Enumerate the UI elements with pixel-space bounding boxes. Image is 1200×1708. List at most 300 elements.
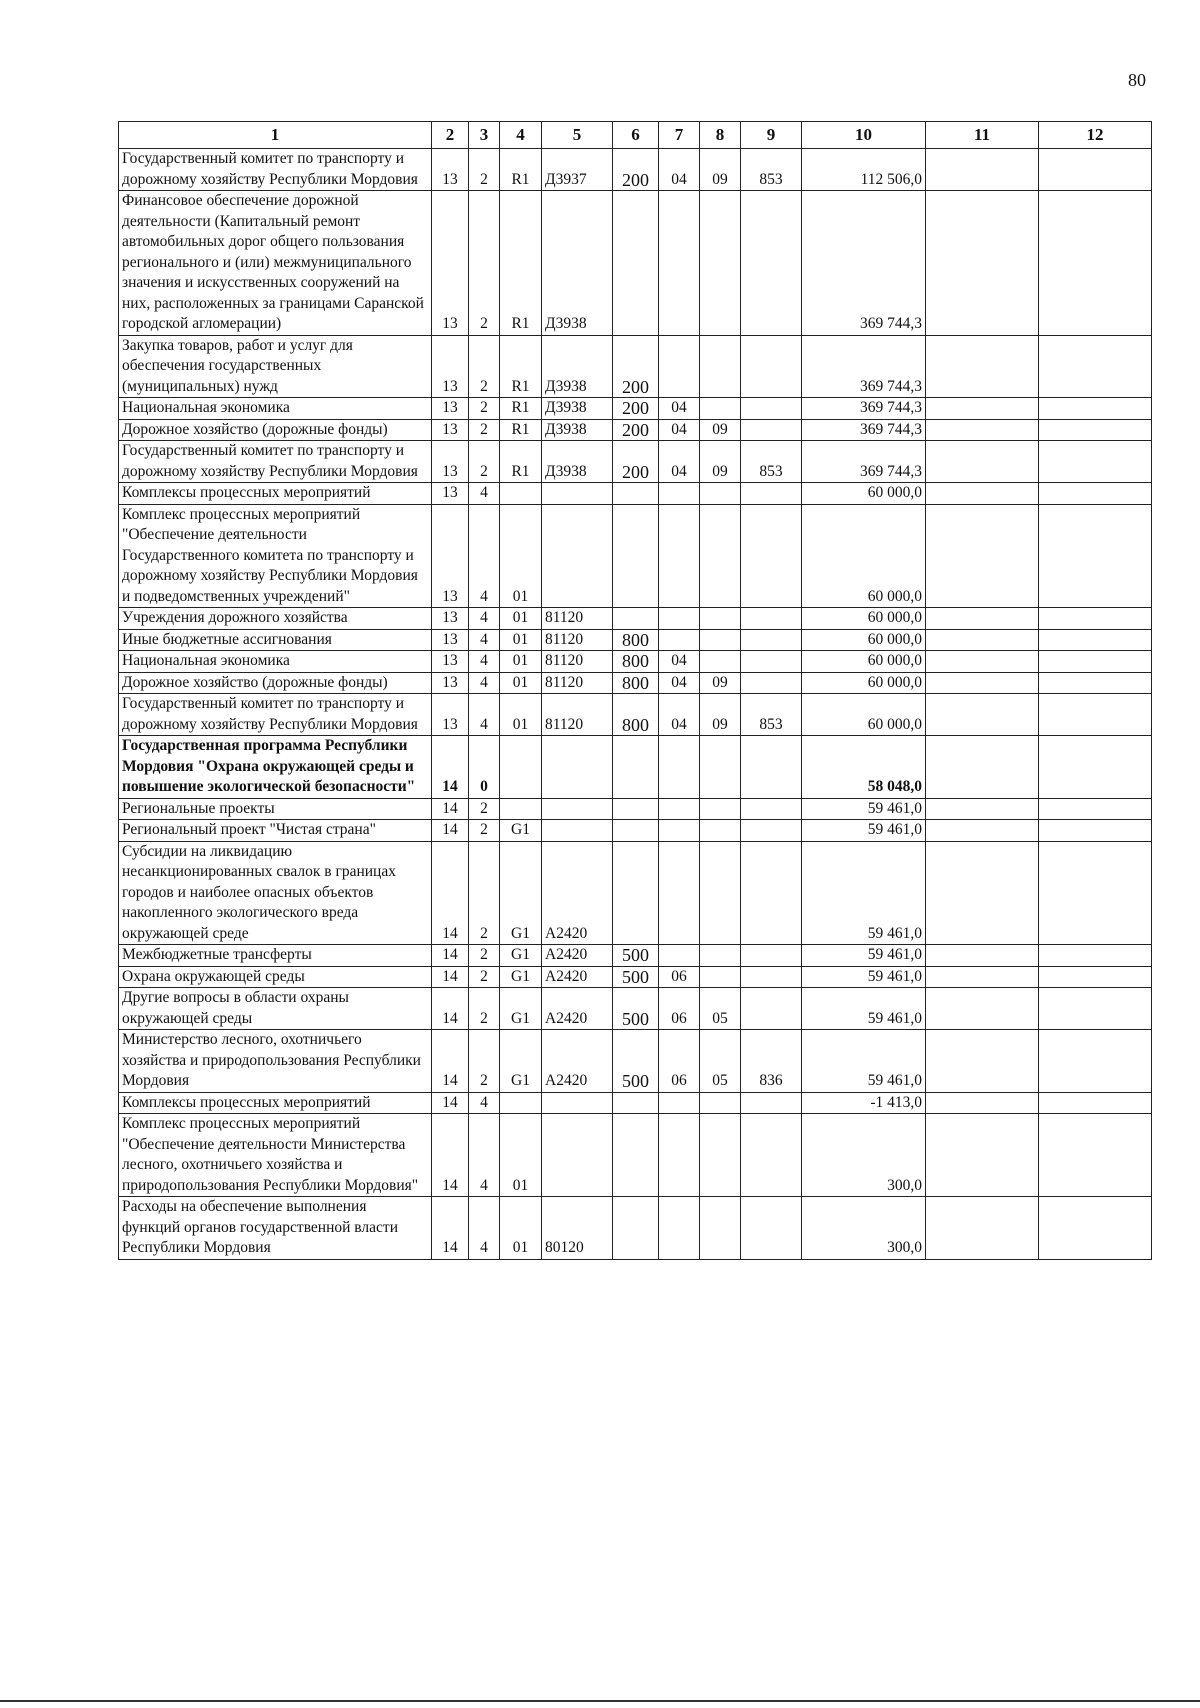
cell-ministry-code (741, 483, 802, 505)
cell-program-code: 14 (432, 966, 469, 988)
cell-section-code (659, 1092, 700, 1114)
cell-column-12 (1039, 419, 1152, 441)
cell-project-code: G1 (500, 820, 542, 842)
cell-column-11 (926, 966, 1039, 988)
cell-amount: 60 000,0 (802, 672, 926, 694)
cell-amount: 369 744,3 (802, 419, 926, 441)
cell-section-code: 04 (659, 441, 700, 483)
cell-section-code: 04 (659, 672, 700, 694)
table-row (119, 1114, 1152, 1197)
cell-expense-code (542, 820, 613, 842)
cell-subprogram-code: 2 (469, 841, 500, 945)
table-row (119, 841, 1152, 945)
table-body (119, 149, 1152, 1260)
cell-column-12 (1039, 1197, 1152, 1260)
cell-section-code (659, 629, 700, 651)
cell-program-code: 13 (432, 504, 469, 608)
cell-column-12 (1039, 798, 1152, 820)
cell-section-code (659, 504, 700, 608)
cell-project-code: 01 (500, 504, 542, 608)
cell-expense-type-code: 200 (613, 441, 659, 483)
cell-column-11 (926, 419, 1039, 441)
cell-expense-type-code: 200 (613, 149, 659, 191)
cell-amount: 58 048,0 (802, 736, 926, 799)
cell-subsection-code: 09 (700, 694, 741, 736)
cell-column-12 (1039, 966, 1152, 988)
cell-subprogram-code: 2 (469, 798, 500, 820)
cell-item-name: Финансовое обеспечение дорожной деятельности (Капитальный ремонт автомобильных дорог общего пользования регионального и (или) межмуниципального значения и искусственных сооружений на них, расположенных за границами Саранской городской агломерации) (119, 191, 432, 336)
cell-expense-code: Д3938 (542, 191, 613, 336)
cell-column-12 (1039, 1092, 1152, 1114)
cell-ministry-code (741, 419, 802, 441)
cell-expense-type-code: 200 (613, 398, 659, 420)
cell-section-code: 04 (659, 398, 700, 420)
cell-expense-code: Д3938 (542, 419, 613, 441)
cell-expense-code (542, 1114, 613, 1197)
cell-column-12 (1039, 1030, 1152, 1093)
cell-item-name: Комплексы процессных мероприятий (119, 483, 432, 505)
cell-amount: 300,0 (802, 1197, 926, 1260)
cell-section-code: 04 (659, 419, 700, 441)
cell-subsection-code: 05 (700, 1030, 741, 1093)
cell-amount: 60 000,0 (802, 608, 926, 630)
cell-amount: 59 461,0 (802, 798, 926, 820)
cell-ministry-code (741, 1092, 802, 1114)
cell-amount: 59 461,0 (802, 841, 926, 945)
cell-expense-code: А2420 (542, 945, 613, 967)
cell-section-code (659, 798, 700, 820)
cell-item-name: Комплекс процессных мероприятий "Обеспечение деятельности Министерства лесного, охотничьего хозяйства и природопользования Республики Мордовия" (119, 1114, 432, 1197)
cell-subprogram-code: 4 (469, 504, 500, 608)
cell-subprogram-code: 0 (469, 736, 500, 799)
cell-project-code (500, 483, 542, 505)
table-row (119, 966, 1152, 988)
cell-program-code: 14 (432, 798, 469, 820)
cell-amount: 60 000,0 (802, 504, 926, 608)
cell-section-code (659, 1114, 700, 1197)
cell-subprogram-code: 4 (469, 672, 500, 694)
cell-expense-type-code: 200 (613, 335, 659, 398)
cell-subsection-code: 09 (700, 441, 741, 483)
cell-subsection-code (700, 1197, 741, 1260)
cell-column-11 (926, 988, 1039, 1030)
table-row (119, 149, 1152, 191)
column-header-3: 3 (469, 122, 500, 149)
cell-subsection-code (700, 629, 741, 651)
cell-item-name: Государственный комитет по транспорту и дорожному хозяйству Республики Мордовия (119, 441, 432, 483)
cell-program-code: 14 (432, 1030, 469, 1093)
table-row (119, 694, 1152, 736)
header-row (119, 122, 1152, 149)
cell-column-12 (1039, 820, 1152, 842)
cell-column-12 (1039, 1114, 1152, 1197)
cell-program-code: 13 (432, 672, 469, 694)
cell-column-11 (926, 1030, 1039, 1093)
cell-column-11 (926, 629, 1039, 651)
column-header-5: 5 (542, 122, 613, 149)
cell-project-code: R1 (500, 398, 542, 420)
cell-item-name: Дорожное хозяйство (дорожные фонды) (119, 672, 432, 694)
cell-expense-type-code (613, 608, 659, 630)
cell-ministry-code (741, 988, 802, 1030)
cell-column-11 (926, 672, 1039, 694)
cell-amount: 60 000,0 (802, 651, 926, 673)
cell-project-code: G1 (500, 988, 542, 1030)
cell-expense-code: 81120 (542, 651, 613, 673)
column-header-11: 11 (926, 122, 1039, 149)
cell-item-name: Межбюджетные трансферты (119, 945, 432, 967)
cell-ministry-code (741, 798, 802, 820)
cell-subsection-code (700, 736, 741, 799)
table-row (119, 419, 1152, 441)
cell-item-name: Учреждения дорожного хозяйства (119, 608, 432, 630)
cell-expense-code (542, 1092, 613, 1114)
table-row (119, 1030, 1152, 1093)
cell-program-code: 13 (432, 335, 469, 398)
cell-program-code: 14 (432, 736, 469, 799)
cell-program-code: 13 (432, 651, 469, 673)
cell-subprogram-code: 2 (469, 398, 500, 420)
cell-program-code: 13 (432, 694, 469, 736)
cell-column-12 (1039, 191, 1152, 336)
cell-ministry-code (741, 820, 802, 842)
cell-ministry-code (741, 629, 802, 651)
cell-column-11 (926, 945, 1039, 967)
cell-section-code: 06 (659, 966, 700, 988)
cell-item-name: Субсидии на ликвидацию несанкционированных свалок в границах городов и наиболее опасных объектов накопленного экологического вреда окружающей среде (119, 841, 432, 945)
cell-ministry-code (741, 398, 802, 420)
cell-project-code (500, 1092, 542, 1114)
cell-ministry-code: 853 (741, 441, 802, 483)
cell-program-code: 13 (432, 441, 469, 483)
cell-subprogram-code: 2 (469, 988, 500, 1030)
cell-amount: 112 506,0 (802, 149, 926, 191)
cell-project-code (500, 736, 542, 799)
cell-subprogram-code: 2 (469, 1030, 500, 1093)
cell-amount: 60 000,0 (802, 483, 926, 505)
cell-expense-code: 80120 (542, 1197, 613, 1260)
cell-amount: 369 744,3 (802, 335, 926, 398)
table-row (119, 441, 1152, 483)
cell-ministry-code (741, 1114, 802, 1197)
cell-expense-type-code: 800 (613, 672, 659, 694)
cell-item-name: Государственная программа Республики Мордовия "Охрана окружающей среды и повышение экологической безопасности" (119, 736, 432, 799)
cell-expense-type-code (613, 1197, 659, 1260)
cell-item-name: Охрана окружающей среды (119, 966, 432, 988)
cell-column-11 (926, 608, 1039, 630)
cell-subsection-code (700, 335, 741, 398)
cell-project-code: R1 (500, 149, 542, 191)
cell-item-name: Комплексы процессных мероприятий (119, 1092, 432, 1114)
cell-ministry-code: 853 (741, 694, 802, 736)
cell-ministry-code (741, 672, 802, 694)
table-row (119, 1197, 1152, 1260)
cell-item-name: Региональный проект "Чистая страна" (119, 820, 432, 842)
cell-section-code: 06 (659, 988, 700, 1030)
cell-subprogram-code: 4 (469, 483, 500, 505)
table-row (119, 651, 1152, 673)
column-header-4: 4 (500, 122, 542, 149)
cell-section-code (659, 483, 700, 505)
cell-expense-code: А2420 (542, 1030, 613, 1093)
cell-program-code: 13 (432, 191, 469, 336)
cell-column-11 (926, 798, 1039, 820)
page-number: 80 (1128, 70, 1146, 90)
cell-subsection-code (700, 191, 741, 336)
column-header-8: 8 (700, 122, 741, 149)
cell-amount: 60 000,0 (802, 629, 926, 651)
cell-expense-type-code (613, 820, 659, 842)
cell-column-12 (1039, 149, 1152, 191)
cell-column-11 (926, 1114, 1039, 1197)
cell-expense-type-code (613, 504, 659, 608)
cell-ministry-code (741, 966, 802, 988)
column-header-7: 7 (659, 122, 700, 149)
cell-subsection-code (700, 504, 741, 608)
cell-expense-type-code (613, 841, 659, 945)
cell-column-12 (1039, 608, 1152, 630)
cell-expense-type-code: 800 (613, 651, 659, 673)
cell-expense-code: Д3938 (542, 335, 613, 398)
cell-subprogram-code: 2 (469, 945, 500, 967)
cell-item-name: Государственный комитет по транспорту и дорожному хозяйству Республики Мордовия (119, 694, 432, 736)
cell-item-name: Государственный комитет по транспорту и дорожному хозяйству Республики Мордовия (119, 149, 432, 191)
cell-program-code: 13 (432, 398, 469, 420)
cell-expense-code (542, 483, 613, 505)
cell-section-code (659, 945, 700, 967)
cell-expense-type-code: 800 (613, 629, 659, 651)
cell-subprogram-code: 4 (469, 1092, 500, 1114)
cell-expense-type-code: 500 (613, 1030, 659, 1093)
cell-ministry-code (741, 504, 802, 608)
cell-expense-code: 81120 (542, 672, 613, 694)
cell-item-name: Комплекс процессных мероприятий "Обеспечение деятельности Государственного комитета по транспорту и дорожному хозяйству Республики Мордовия и подведомственных учреждений" (119, 504, 432, 608)
cell-column-11 (926, 191, 1039, 336)
cell-subsection-code: 09 (700, 672, 741, 694)
cell-subprogram-code: 4 (469, 629, 500, 651)
cell-subprogram-code: 2 (469, 820, 500, 842)
cell-item-name: Национальная экономика (119, 398, 432, 420)
cell-section-code (659, 335, 700, 398)
column-header-6: 6 (613, 122, 659, 149)
cell-item-name: Иные бюджетные ассигнования (119, 629, 432, 651)
cell-section-code: 04 (659, 149, 700, 191)
cell-subsection-code (700, 1114, 741, 1197)
cell-program-code: 13 (432, 483, 469, 505)
cell-expense-code: А2420 (542, 841, 613, 945)
cell-section-code (659, 841, 700, 945)
cell-ministry-code (741, 335, 802, 398)
cell-program-code: 14 (432, 1197, 469, 1260)
cell-program-code: 14 (432, 988, 469, 1030)
cell-program-code: 13 (432, 629, 469, 651)
cell-subprogram-code: 4 (469, 1114, 500, 1197)
cell-project-code: R1 (500, 191, 542, 336)
cell-section-code: 04 (659, 694, 700, 736)
cell-amount: 300,0 (802, 1114, 926, 1197)
cell-subsection-code (700, 945, 741, 967)
cell-project-code: G1 (500, 1030, 542, 1093)
scan-edge-line (0, 1700, 1200, 1702)
column-header-10: 10 (802, 122, 926, 149)
cell-program-code: 13 (432, 608, 469, 630)
cell-expense-type-code: 500 (613, 966, 659, 988)
cell-section-code: 04 (659, 651, 700, 673)
cell-section-code (659, 1197, 700, 1260)
cell-column-12 (1039, 945, 1152, 967)
cell-expense-code (542, 504, 613, 608)
cell-expense-type-code (613, 1114, 659, 1197)
column-header-1: 1 (119, 122, 432, 149)
cell-subsection-code (700, 651, 741, 673)
cell-ministry-code (741, 608, 802, 630)
cell-column-12 (1039, 988, 1152, 1030)
cell-column-12 (1039, 483, 1152, 505)
cell-expense-type-code: 500 (613, 945, 659, 967)
cell-expense-type-code (613, 483, 659, 505)
cell-project-code: G1 (500, 966, 542, 988)
table-row (119, 736, 1152, 799)
cell-subsection-code (700, 841, 741, 945)
cell-expense-code: А2420 (542, 988, 613, 1030)
cell-subsection-code (700, 966, 741, 988)
cell-subsection-code (700, 1092, 741, 1114)
cell-subprogram-code: 4 (469, 651, 500, 673)
cell-amount: 59 461,0 (802, 945, 926, 967)
cell-section-code: 06 (659, 1030, 700, 1093)
cell-project-code: G1 (500, 841, 542, 945)
cell-subprogram-code: 4 (469, 694, 500, 736)
table-row (119, 988, 1152, 1030)
cell-column-12 (1039, 736, 1152, 799)
cell-expense-code: 81120 (542, 608, 613, 630)
cell-subsection-code (700, 483, 741, 505)
cell-expense-code: 81120 (542, 694, 613, 736)
cell-subprogram-code: 4 (469, 1197, 500, 1260)
cell-expense-type-code (613, 798, 659, 820)
cell-expense-code: Д3938 (542, 441, 613, 483)
cell-ministry-code (741, 736, 802, 799)
cell-section-code (659, 736, 700, 799)
cell-column-12 (1039, 651, 1152, 673)
cell-column-12 (1039, 672, 1152, 694)
cell-expense-type-code: 200 (613, 419, 659, 441)
table-row (119, 191, 1152, 336)
cell-subsection-code: 09 (700, 419, 741, 441)
cell-expense-code: Д3937 (542, 149, 613, 191)
cell-project-code: 01 (500, 672, 542, 694)
cell-expense-code (542, 736, 613, 799)
cell-expense-type-code: 500 (613, 988, 659, 1030)
cell-amount: 59 461,0 (802, 988, 926, 1030)
cell-column-11 (926, 651, 1039, 673)
cell-project-code: 01 (500, 651, 542, 673)
cell-column-11 (926, 820, 1039, 842)
cell-ministry-code (741, 841, 802, 945)
budget-table (118, 121, 1152, 1260)
cell-amount: 369 744,3 (802, 441, 926, 483)
cell-column-12 (1039, 441, 1152, 483)
cell-subprogram-code: 2 (469, 191, 500, 336)
table-row (119, 608, 1152, 630)
cell-project-code: R1 (500, 335, 542, 398)
cell-program-code: 14 (432, 1114, 469, 1197)
cell-subsection-code (700, 820, 741, 842)
table-row (119, 820, 1152, 842)
cell-ministry-code (741, 191, 802, 336)
cell-expense-code (542, 798, 613, 820)
cell-subsection-code (700, 798, 741, 820)
cell-column-12 (1039, 629, 1152, 651)
cell-project-code: R1 (500, 441, 542, 483)
cell-program-code: 14 (432, 841, 469, 945)
table-row (119, 398, 1152, 420)
table-row (119, 504, 1152, 608)
cell-column-11 (926, 1092, 1039, 1114)
cell-expense-type-code (613, 1092, 659, 1114)
cell-column-11 (926, 441, 1039, 483)
cell-item-name: Министерство лесного, охотничьего хозяйства и природопользования Республики Мордовия (119, 1030, 432, 1093)
cell-section-code (659, 608, 700, 630)
cell-item-name: Расходы на обеспечение выполнения функций органов государственной власти Республики Мордовия (119, 1197, 432, 1260)
table-row (119, 798, 1152, 820)
cell-project-code: G1 (500, 945, 542, 967)
cell-column-11 (926, 504, 1039, 608)
cell-ministry-code: 836 (741, 1030, 802, 1093)
cell-column-11 (926, 335, 1039, 398)
cell-subsection-code (700, 608, 741, 630)
table-row (119, 672, 1152, 694)
cell-expense-code: Д3938 (542, 398, 613, 420)
cell-amount: 59 461,0 (802, 820, 926, 842)
cell-amount: 369 744,3 (802, 398, 926, 420)
cell-subprogram-code: 2 (469, 335, 500, 398)
cell-project-code: 01 (500, 1114, 542, 1197)
cell-expense-type-code (613, 736, 659, 799)
cell-expense-code: А2420 (542, 966, 613, 988)
cell-expense-type-code: 800 (613, 694, 659, 736)
cell-column-12 (1039, 504, 1152, 608)
cell-amount: 59 461,0 (802, 966, 926, 988)
cell-program-code: 13 (432, 419, 469, 441)
cell-column-11 (926, 398, 1039, 420)
cell-ministry-code (741, 945, 802, 967)
cell-expense-type-code (613, 191, 659, 336)
cell-column-12 (1039, 694, 1152, 736)
cell-program-code: 14 (432, 820, 469, 842)
cell-ministry-code (741, 1197, 802, 1260)
cell-column-11 (926, 1197, 1039, 1260)
cell-amount: 60 000,0 (802, 694, 926, 736)
cell-program-code: 13 (432, 149, 469, 191)
cell-program-code: 14 (432, 945, 469, 967)
cell-project-code: 01 (500, 629, 542, 651)
cell-project-code: R1 (500, 419, 542, 441)
cell-subsection-code: 09 (700, 149, 741, 191)
cell-ministry-code (741, 651, 802, 673)
cell-column-11 (926, 694, 1039, 736)
cell-column-12 (1039, 398, 1152, 420)
cell-column-11 (926, 841, 1039, 945)
table-row (119, 335, 1152, 398)
cell-column-12 (1039, 841, 1152, 945)
column-header-12: 12 (1039, 122, 1152, 149)
cell-item-name: Закупка товаров, работ и услуг для обеспечения государственных (муниципальных) нужд (119, 335, 432, 398)
cell-project-code (500, 798, 542, 820)
column-header-2: 2 (432, 122, 469, 149)
cell-item-name: Национальная экономика (119, 651, 432, 673)
cell-subprogram-code: 2 (469, 441, 500, 483)
